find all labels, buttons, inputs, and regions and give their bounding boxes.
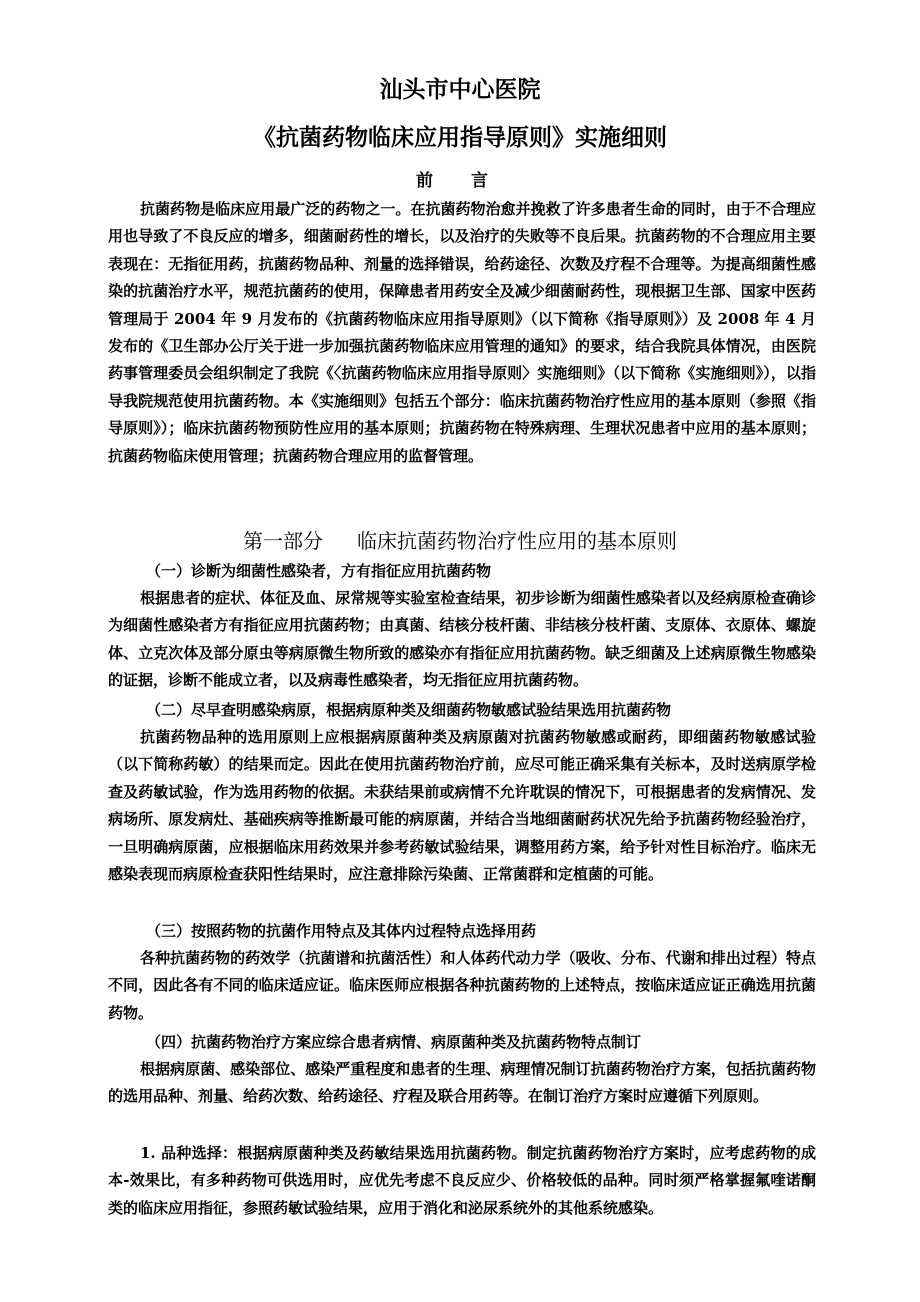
section2-heading: （二）尽早查明感染病原，根据病原种类及细菌药物敏感试验结果选用抗菌药物 [146,701,672,719]
section4-heading: （四）抗菌药物治疗方案应综合患者病情、病原菌种类及抗菌药物特点制订 [146,1033,642,1051]
section3-paragraph: 各种抗菌药物的药效学（抗菌谱和抗菌活性）和人体药代动力学（吸收、分布、代谢和排出过程）特点不同，因此各有不同的临床适应证。临床医师应根据各种抗菌药物的上述特点，按临床适应证正确选用抗菌药物。 [108,949,816,1022]
part1-title: 临床抗菌药物治疗性应用的基本原则 [357,529,677,553]
hospital-title: 汕头市中心医院 [379,77,541,103]
document-title: 《抗菌药物临床应用指导原则》实施细则 [253,125,667,151]
item1-paragraph: 1. 品种选择：根据病原菌种类及药敏结果选用抗菌药物。制定抗菌药物治疗方案时，应考虑药物的成本-效果比，有多种药物可供选用时，应优先考虑不良反应少、价格较低的品种。同时须严格掌握氟喹诺酮类的临床应用指征，参照药敏试验结果，应用于消化和泌尿系统外的其他系统感染。 [108,1144,816,1217]
preface-heading: 前 言 [416,171,504,191]
part1-heading [0,526,920,556]
section1-heading: （一）诊断为细菌性感染者，方有指征应用抗菌药物 [146,562,492,580]
section2-paragraph: 抗菌药物品种的选用原则上应根据病原菌种类及病原菌对抗菌药物敏感或耐药，即细菌药物敏感试验 （以下简称药敏）的结果而定。因此在使用抗菌药物治疗前，应尽可能正确采集有关标本，及时送病原学检查及药敏试验，作为选用药物的依据。未获结果前或病情不允许耽误的情况下，可根据患者的发病情况、发病场所、原发病灶、基础疾病等推断最可能的病原菌，并结合当地细菌耐药状况先给予抗菌药物经验治疗，一旦明确病原菌，应根据临床用药效果并参考药敏试验结果，调整用药方案，给予针对性目标治疗。临床无感染表现而病原检查获阳性结果时，应注意排除污染菌、正常菌群和定植菌的可能。 [108,728,816,884]
part1-label: 第一部分 [243,529,323,553]
section4-paragraph: 根据病原菌、感染部位、感染严重程度和患者的生理、病理情况制订抗菌药物治疗方案，包括抗菌药物的选用品种、剂量、给药次数、给药途径、疗程及联合用药等。在制订治疗方案时应遵循下列原则。 [108,1060,816,1106]
section3-heading: （三）按照药物的抗菌作用特点及其体内过程特点选择用药 [146,922,537,940]
preface-paragraph: 抗菌药物是临床应用最广泛的药物之一。在抗菌药物治愈并挽救了许多患者生命的同时，由于不合理应用也导致了不良反应的增多，细菌耐药性的增长，以及治疗的失败等不良后果。抗菌药物的不合理应用主要表现在：无指征用药，抗菌药物品种、剂量的选择错误，给药途径、次数及疗程不合理等。为提高细菌性感染的抗菌治疗水平，规范抗菌药的使用，保障患者用药安全及减少细菌耐药性，现根据卫生部、国家中医药管理局于 2004 年 9 月发布的《抗菌药物临床应用指导原则》（以下简称《指导原则》）及 2008 年 4 月发布的《卫生部办公厅关于进一步加强抗菌药物临床应用管理的通知》的要求，结合我院具体情况，由医院药事管理委员会组织制定了我院《〈抗菌药物临床应用指导原则〉实施细则》（以下简称《实施细则》），以指导我院规范使用抗菌药物。本《实施细则》包括五个部分：临床抗菌药物治疗性应用的基本原则（参照《指导原则》）；临床抗菌药物预防性应用的基本原则；抗菌药物在特殊病理、生理状况患者中应用的基本原则；抗菌药物临床使用管理；抗菌药物合理应用的监督管理。 [108,200,816,465]
section1-paragraph: 根据患者的症状、体征及血、尿常规等实验室检查结果，初步诊断为细菌性感染者以及经病原检查确诊为细菌性感染者方有指征应用抗菌药物；由真菌、结核分枝杆菌、非结核分枝杆菌、支原体、衣原体、螺旋体、立克次体及部分原虫等病原微生物所致的感染亦有指征应用抗菌药物。缺乏细菌及上述病原微生物感染的证据，诊断不能成立者，以及病毒性感染者，均无指征应用抗菌药物。 [108,589,816,690]
